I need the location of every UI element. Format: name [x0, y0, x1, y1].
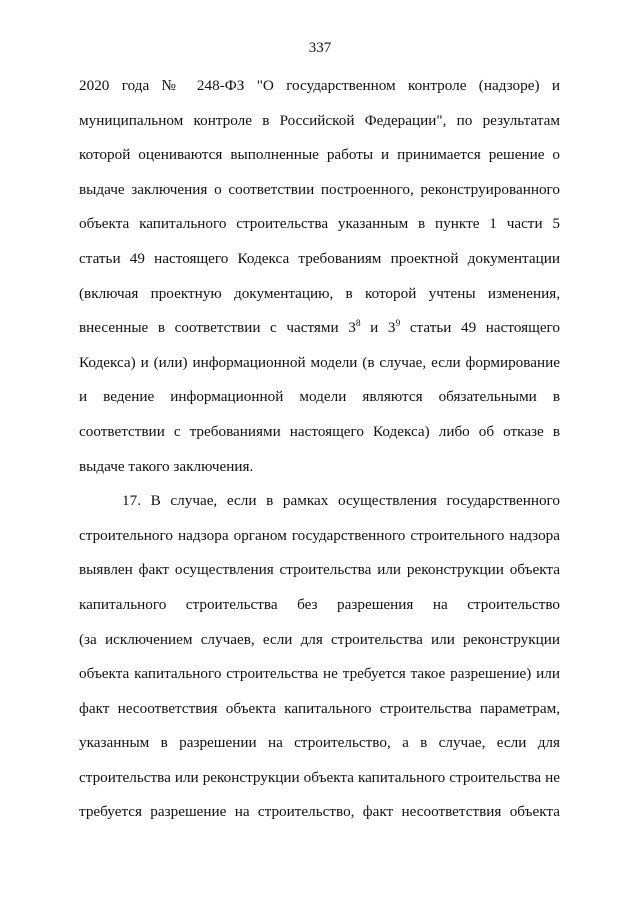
text-line: объекта капитального строительства не требуется такое разрешение) или — [79, 665, 560, 683]
text-line-with-superscripts — [79, 311, 560, 346]
text-line: (за исключением случаев, если для строительства или реконструкции — [79, 630, 560, 648]
text-line: строительного надзора органом государственного строительного надзора — [79, 526, 560, 544]
text-line: которой оцениваются выполненные работы и принимается решение о — [79, 146, 560, 164]
text-line: 17. В случае, если в рамках осуществления государственного — [122, 492, 560, 510]
document-body — [79, 69, 560, 830]
text-line: муниципальном контроле в Российской Федерации", по результатам — [79, 111, 560, 129]
text-line: требуется разрешение на строительство, факт несоответствия объекта — [79, 803, 560, 821]
text-line: соответствии с требованиями настоящего Кодекса) либо об отказе в — [79, 422, 560, 440]
text-line: статьи 49 настоящего Кодекса требованиям проектной документации — [79, 249, 560, 267]
text-line: Кодекса) и (или) информационной модели (в случае, если формирование — [79, 353, 560, 371]
text-line: выдаче такого заключения. — [79, 457, 254, 475]
superscript: 9 — [395, 319, 401, 330]
text-line: указанным в разрешении на строительство, а в случае, если для — [79, 734, 560, 752]
text-line: капитального строительства без разрешения на строительство — [79, 595, 560, 613]
text-line: и ведение информационной модели являются обязательными в — [79, 388, 560, 406]
text-line: выдаче заключения о соответствии построенного, реконструированного — [79, 180, 560, 198]
superscript: 8 — [355, 319, 361, 330]
text-line: 2020 года № 248-ФЗ "О государственном контроле (надзоре) и — [79, 77, 560, 94]
text-line: объекта капитального строительства указанным в пункте 1 части 5 — [79, 215, 560, 233]
page-number: 337 — [308, 40, 332, 56]
text-fragment: статьи 49 настоящего — [400, 319, 560, 337]
text-line: факт несоответствия объекта капитального строительства параметрам, — [79, 699, 560, 717]
text-fragment: и 3 — [360, 319, 396, 337]
text-line: выявлен факт осуществления строительства или реконструкции объекта — [79, 561, 560, 579]
text-fragment: внесенные в соответствии с частями 3 — [79, 319, 356, 337]
text-line: строительства или реконструкции объекта капитального строительства не — [79, 768, 560, 786]
text-line: (включая проектную документацию, в которой учтены изменения, — [79, 284, 560, 302]
